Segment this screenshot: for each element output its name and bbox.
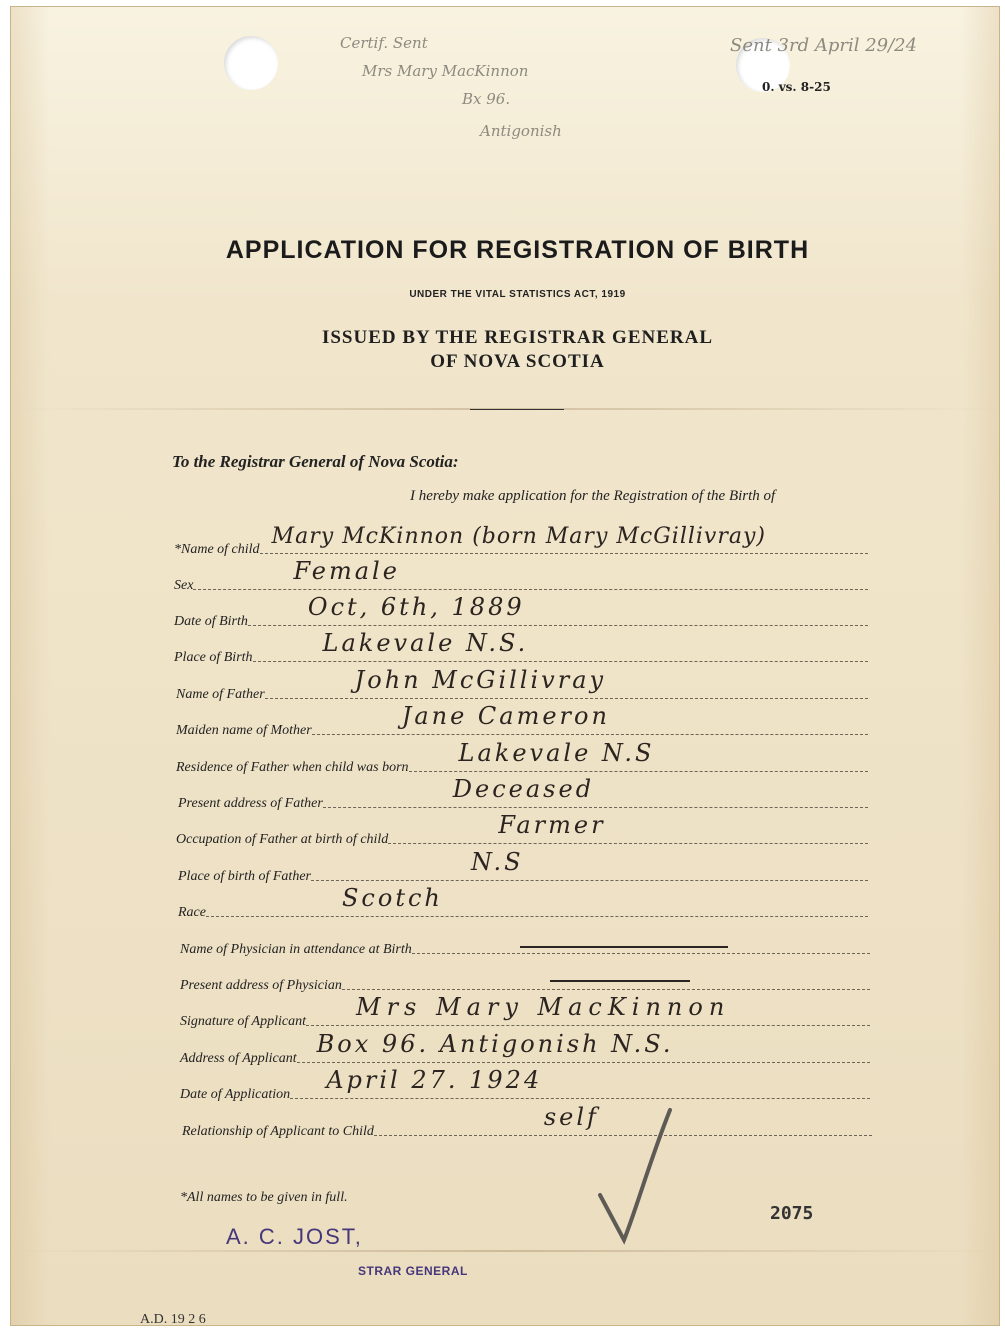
handwritten-value: John McGillivray xyxy=(354,666,607,694)
form-number: 0. vs. 8-25 xyxy=(762,80,831,94)
field-label: Date of Birth xyxy=(174,614,248,629)
field-label: Name of Physician in attendance at Birth xyxy=(180,942,412,957)
handwritten-value: Mrs Mary MacKinnon xyxy=(356,993,731,1021)
field-place-of-birth-of-father[interactable] xyxy=(178,848,868,887)
handwritten-value: Scotch xyxy=(341,884,443,912)
issuer-line-1: ISSUED BY THE REGISTRAR GENERAL xyxy=(321,327,714,348)
field-present-address-of-father[interactable] xyxy=(178,775,868,814)
pencil-note-right: Sent 3rd April 29/24 xyxy=(730,35,918,56)
handwritten-value: Jane Cameron xyxy=(401,702,610,730)
field-label: *Name of child xyxy=(174,542,260,557)
field-label: Residence of Father when child was born xyxy=(176,760,409,775)
field-label: Date of Application xyxy=(180,1087,291,1102)
field-occupation-of-father[interactable] xyxy=(176,811,868,850)
field-label: Place of birth of Father xyxy=(178,869,311,884)
punch-hole xyxy=(224,36,278,90)
handwritten-value: Oct, 6th, 1889 xyxy=(307,593,525,621)
field-label: Race xyxy=(178,905,206,920)
field-label: Sex xyxy=(174,578,194,593)
handwritten-value: Farmer xyxy=(498,811,606,839)
registrar-stamp-title: STRAR GENERAL xyxy=(358,1264,468,1278)
field-maiden-name-of-mother[interactable] xyxy=(176,702,868,741)
field-signature-of-applicant[interactable] xyxy=(180,993,870,1032)
field-sex[interactable] xyxy=(174,557,868,596)
blank-dash xyxy=(550,980,690,982)
pencil-note: Certif. Sent xyxy=(340,34,428,52)
handwritten-value: April 27. 1924 xyxy=(326,1066,543,1094)
form-title: APPLICATION FOR REGISTRATION OF BIRTH xyxy=(225,236,810,264)
issuer-line-2: OF NOVA SCOTIA xyxy=(430,351,605,372)
footnote: *All names to be given in full. xyxy=(180,1190,348,1205)
handwritten-value: Deceased xyxy=(452,775,595,803)
field-residence-of-father[interactable] xyxy=(176,739,868,778)
handwritten-value: N.S xyxy=(470,848,524,876)
addressee: To the Registrar General of Nova Scotia: xyxy=(172,452,459,471)
field-place-of-birth[interactable] xyxy=(174,629,868,668)
field-label: Signature of Applicant xyxy=(180,1014,306,1029)
handwritten-value: Box 96. Antigonish N.S. xyxy=(316,1030,674,1058)
fold-crease xyxy=(10,1250,1000,1252)
field-address-of-applicant[interactable] xyxy=(180,1030,870,1069)
checkmark-icon xyxy=(580,1100,700,1250)
field-name-of-child[interactable] xyxy=(174,524,868,560)
intro-text: I hereby make application for the Registration of the Birth of xyxy=(410,488,776,504)
blank-dash xyxy=(520,946,728,948)
field-race[interactable] xyxy=(178,884,868,923)
field-relationship-to-child[interactable] xyxy=(182,1103,872,1142)
bottom-date: A.D. 19 2 6 xyxy=(140,1312,206,1327)
field-label: Name of Father xyxy=(176,687,265,702)
field-label: Relationship of Applicant to Child xyxy=(182,1124,374,1139)
rule xyxy=(470,409,564,410)
field-label: Place of Birth xyxy=(174,650,253,665)
handwritten-value: Mary McKinnon (born Mary McGillivray) xyxy=(271,524,767,549)
pencil-note: Antigonish xyxy=(480,122,562,140)
field-label: Occupation of Father at birth of child xyxy=(176,832,389,847)
field-date-of-application[interactable] xyxy=(180,1066,870,1105)
pencil-note: Mrs Mary MacKinnon xyxy=(362,62,529,80)
field-label: Present address of Physician xyxy=(180,978,342,993)
field-name-of-father[interactable] xyxy=(176,666,868,705)
registrar-stamp: A. C. JOST, xyxy=(226,1224,363,1249)
field-date-of-birth[interactable] xyxy=(174,593,868,632)
field-label: Present address of Father xyxy=(178,796,323,811)
handwritten-value: self xyxy=(543,1103,599,1131)
field-label: Address of Applicant xyxy=(180,1051,297,1066)
field-label: Maiden name of Mother xyxy=(176,723,312,738)
field-name-of-physician[interactable] xyxy=(180,930,870,960)
handwritten-value: Lakevale N.S xyxy=(458,739,655,767)
handwritten-value: Female xyxy=(293,557,400,585)
serial-number: 2075 xyxy=(770,1203,814,1224)
pencil-note: Bx 96. xyxy=(462,90,511,108)
act-subtitle: UNDER THE VITAL STATISTICS ACT, 1919 xyxy=(409,289,626,300)
field-present-address-of-physician[interactable] xyxy=(180,966,870,996)
handwritten-value: Lakevale N.S. xyxy=(322,629,529,657)
